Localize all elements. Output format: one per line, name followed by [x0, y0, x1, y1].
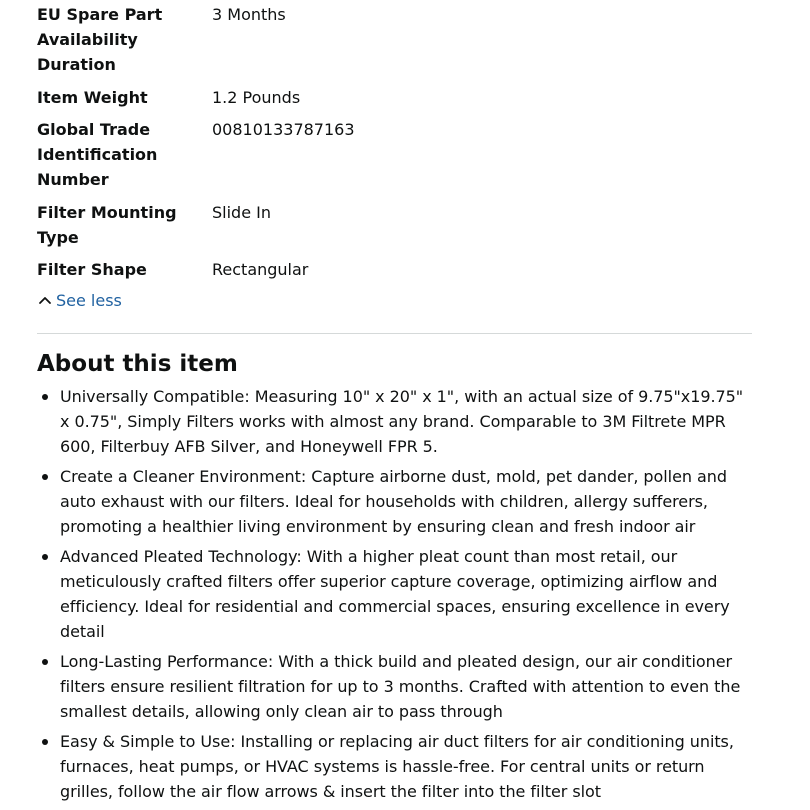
list-item [60, 544, 752, 644]
spec-value: 00810133787163 [212, 120, 355, 139]
section-divider [37, 333, 752, 334]
list-item [60, 649, 752, 724]
bullet-dot-icon [42, 554, 48, 560]
bullet-dot-icon [42, 659, 48, 665]
see-less-label: See less [56, 290, 122, 310]
spec-value: Rectangular [212, 260, 309, 279]
spec-row [37, 117, 752, 192]
spec-value: 3 Months [212, 5, 286, 24]
list-item [60, 384, 752, 459]
spec-label: EU Spare Part Availability Duration [37, 5, 163, 74]
bullet-text: Create a Cleaner Environment: Capture airborne dust, mold, pet dander, pollen and auto exhaust with our filters. Ideal for households with children, allergy sufferers, promoting a healthier living environment by ensuring clean and fresh indoor air [60, 467, 727, 536]
spec-label: Global Trade Identification Number [37, 120, 158, 189]
spec-value: Slide In [212, 202, 271, 222]
bullet-text: Universally Compatible: Measuring 10" x 20" x 1", with an actual size of 9.75"x19.75" x 0.75", Simply Filters works with almost any brand. Comparable to 3M Filtrete MPR 600, Filterbuy AFB Silver, and Honeywell FPR 5. [60, 387, 744, 456]
product-specs-table [37, 2, 752, 312]
spec-label: Item Weight [37, 87, 148, 107]
bullet-dot-icon [42, 739, 48, 745]
chevron-up-icon [37, 292, 53, 308]
spec-value: 1.2 Pounds [212, 87, 301, 107]
spec-row [37, 200, 752, 250]
list-item [60, 729, 752, 804]
bullet-text: Easy & Simple to Use: Installing or replacing air duct filters for air conditioning units, furnaces, heat pumps, or HVAC systems is hassle-free. For central units or return grilles, follow the air flow arrows & insert the filter into the filter slot [60, 732, 734, 801]
bullet-dot-icon [42, 474, 48, 480]
bullet-text: Long-Lasting Performance: With a thick build and pleated design, our air conditioner filters ensure resilient filtration for up to 3 months. Crafted with attention to even the smallest details, allowing only clean air to pass through [60, 652, 741, 721]
see-less-link[interactable] [37, 290, 122, 312]
about-this-item-heading: About this item [37, 351, 238, 377]
list-item [60, 464, 752, 539]
spec-row [37, 85, 752, 110]
spec-row [37, 257, 752, 282]
spec-label: Filter Shape [37, 260, 147, 279]
about-bullet-list [37, 384, 752, 809]
bullet-dot-icon [42, 394, 48, 400]
bullet-text: Advanced Pleated Technology: With a higher pleat count than most retail, our meticulously crafted filters offer superior capture coverage, optimizing airflow and efficiency. Ideal for residential and commercial spaces, ensuring excellence in every detail [60, 547, 730, 641]
product-details-page [37, 0, 752, 801]
spec-row [37, 2, 752, 77]
spec-label: Filter Mounting Type [37, 202, 177, 247]
